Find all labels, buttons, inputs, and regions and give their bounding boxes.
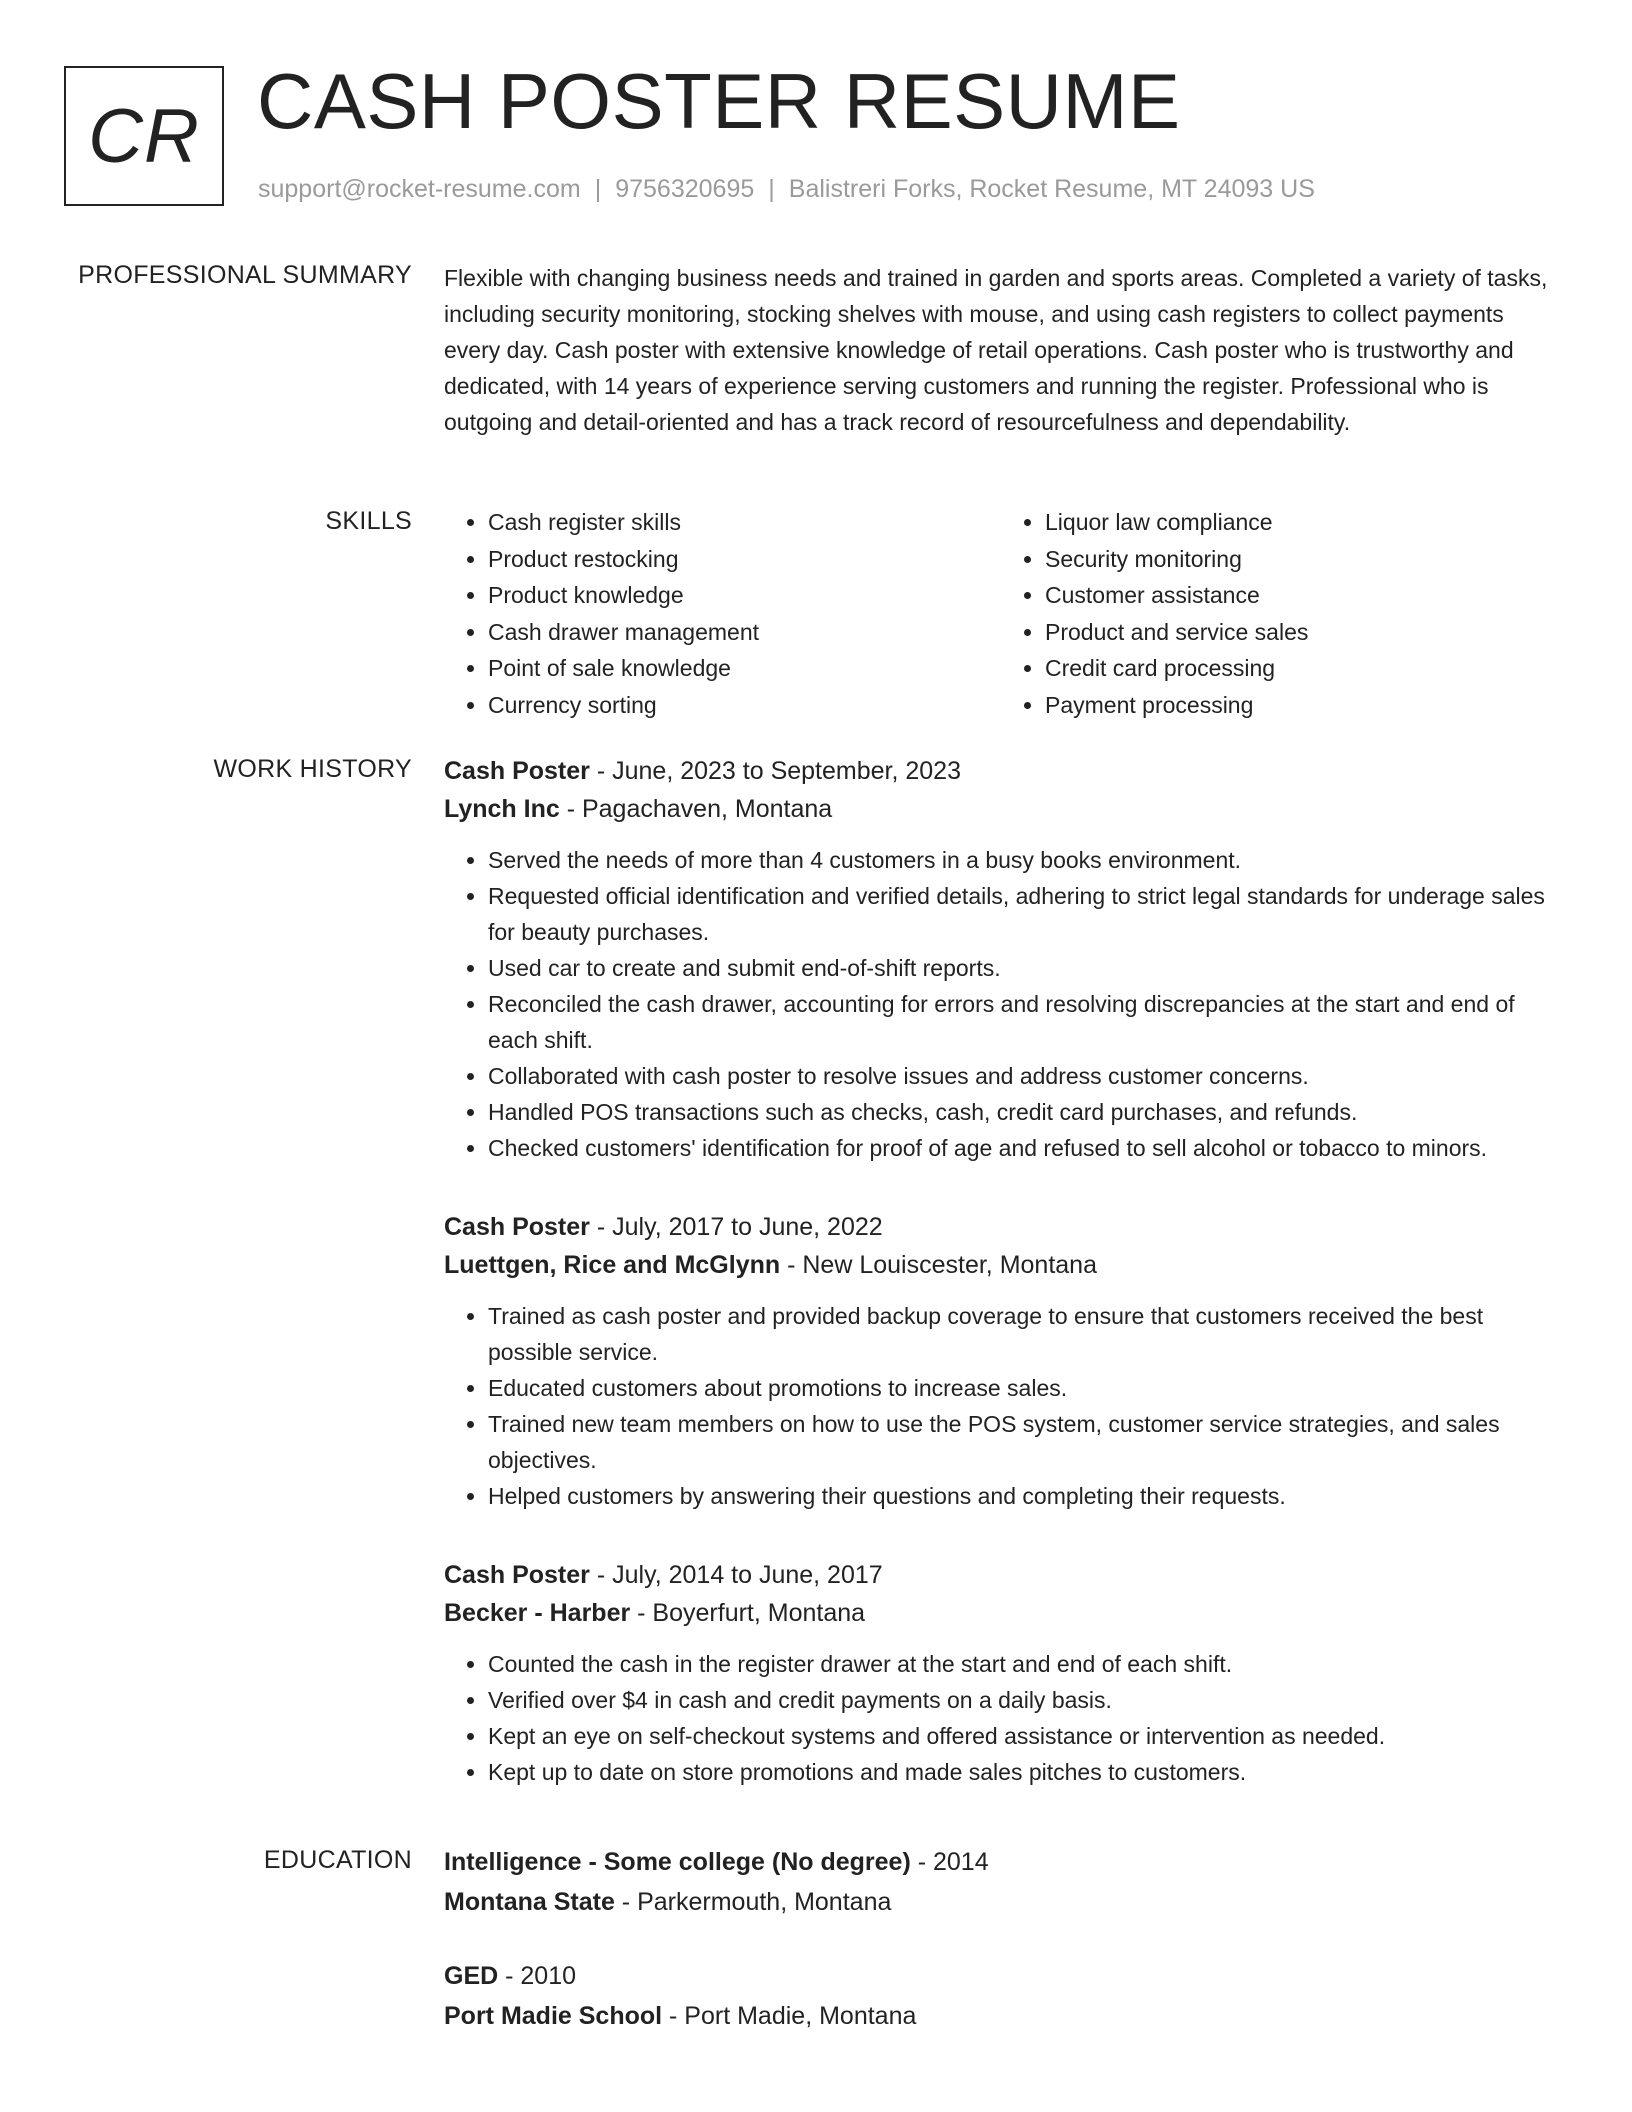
section-heading: WORK HISTORY (213, 755, 412, 783)
section-heading: SKILLS (325, 507, 412, 535)
work-history-body (444, 752, 1558, 1832)
summary-body (444, 260, 1558, 440)
job-entry (444, 1556, 1558, 1790)
job-bullet: • Requested official identification and verified details, adhering to strict legal standards for underage sales for beauty purchases. (488, 878, 1558, 950)
job-dates: - July, 2014 to June, 2017 (589, 1561, 883, 1589)
skill-item: • Security monitoring (1045, 541, 1558, 578)
job-location: - New Louiscester, Montana (780, 1251, 1097, 1279)
job-bullet: • Trained as cash poster and provided backup coverage to ensure that customers received the best possible service. (488, 1298, 1558, 1370)
job-bullet: • Checked customers' identification for proof of age and refused to sell alcohol or tobacco to minors. (488, 1130, 1558, 1166)
job-bullet: • Handled POS transactions such as checks, cash, credit card purchases, and refunds. (488, 1094, 1558, 1130)
job-company: Becker - Harber (444, 1599, 631, 1627)
job-bullet: • Collaborated with cash poster to resolve issues and address customer concerns. (488, 1058, 1558, 1094)
education-location: - Parkermouth, Montana (614, 1888, 892, 1916)
job-title-line (444, 1208, 1558, 1246)
job-title: Cash Poster (444, 1213, 590, 1241)
skill-item: • Product restocking (488, 541, 1001, 578)
job-bullet: • Kept an eye on self-checkout systems and offered assistance or intervention as needed. (488, 1718, 1558, 1754)
section-heading: EDUCATION (263, 1846, 412, 1874)
skill-item: • Payment processing (1045, 687, 1558, 724)
job-dates: - July, 2017 to June, 2022 (589, 1213, 883, 1241)
job-bullet: • Used car to create and submit end-of-shift reports. (488, 950, 1558, 986)
skills-body (444, 504, 1558, 723)
skills-list-left (444, 504, 1001, 723)
education-degree: Intelligence - Some college (No degree) (444, 1848, 911, 1876)
education-school-line (444, 1997, 1558, 2035)
skill-item: • Product knowledge (488, 577, 1001, 614)
education-location: - Port Madie, Montana (662, 2002, 917, 2030)
education-year: - 2010 (498, 1962, 577, 1990)
skill-item: • Currency sorting (488, 687, 1001, 724)
job-company: Luettgen, Rice and McGlynn (444, 1251, 781, 1279)
education-entry (444, 1957, 1558, 2035)
skill-item: • Credit card processing (1045, 650, 1558, 687)
skill-item: • Point of sale knowledge (488, 650, 1001, 687)
contact-email[interactable]: support@rocket-resume.com (258, 175, 581, 203)
job-title: Cash Poster (444, 1561, 590, 1589)
job-bullet: • Educated customers about promotions to increase sales. (488, 1370, 1558, 1406)
skill-item: • Cash register skills (488, 504, 1001, 541)
summary-text: Flexible with changing business needs and trained in garden and sports areas. Completed a variety of tasks, including security monitoring, stocking shelves with mouse, and using cash registers to collect payments every day. Cash poster with extensive knowledge of retail operations. Cash poster who is trustworthy and dedicated, with 14 years of experience serving customers and running the register. Professional who is outgoing and detail-oriented and has a track record of resourcefulness and dependability. (444, 265, 1548, 435)
education-school-line (444, 1883, 1558, 1921)
education-school: Montana State (444, 1888, 615, 1916)
job-bullet: • Trained new team members on how to use the POS system, customer service strategies, and sales objectives. (488, 1406, 1558, 1478)
job-bullet: • Kept up to date on store promotions and made sales pitches to customers. (488, 1754, 1558, 1790)
education-body (444, 1843, 1558, 2071)
education-entry (444, 1843, 1558, 1921)
section-heading: PROFESSIONAL SUMMARY (78, 261, 412, 289)
skill-item: • Liquor law compliance (1045, 504, 1558, 541)
job-entry (444, 752, 1558, 1166)
contact-line (258, 173, 1315, 205)
job-bullet: • Verified over $4 in cash and credit payments on a daily basis. (488, 1682, 1558, 1718)
job-title-line (444, 1556, 1558, 1594)
education-year: - 2014 (910, 1848, 989, 1876)
job-company-line (444, 790, 1558, 828)
skill-item: • Customer assistance (1045, 577, 1558, 614)
education-degree: GED (444, 1962, 499, 1990)
education-degree-line (444, 1843, 1558, 1881)
skill-item: • Product and service sales (1045, 614, 1558, 651)
job-company-line (444, 1246, 1558, 1284)
job-bullets (444, 842, 1558, 1166)
job-bullet: • Counted the cash in the register drawer at the start and end of each shift. (488, 1646, 1558, 1682)
job-bullets (444, 1298, 1558, 1514)
job-company: Lynch Inc (444, 795, 560, 823)
job-title: Cash Poster (444, 757, 590, 785)
education-school: Port Madie School (444, 2002, 663, 2030)
contact-separator: | (594, 175, 602, 203)
resume-title: CASH POSTER RESUME (257, 57, 1181, 145)
contact-separator: | (768, 175, 775, 203)
job-location: - Pagachaven, Montana (559, 795, 833, 823)
job-bullet: • Reconciled the cash drawer, accounting for errors and resolving discrepancies at the start and end of each shift. (488, 986, 1558, 1058)
job-title-line (444, 752, 1558, 790)
monogram-logo (64, 66, 224, 206)
contact-phone[interactable]: 9756320695 (615, 175, 755, 203)
job-company-line (444, 1594, 1558, 1632)
skills-list-right (1001, 504, 1558, 723)
contact-address: Balistreri Forks, Rocket Resume, MT 24093 US (788, 175, 1315, 203)
job-bullet: • Served the needs of more than 4 customers in a busy books environment. (488, 842, 1558, 878)
monogram-text: CR (88, 93, 200, 179)
skill-item: • Cash drawer management (488, 614, 1001, 651)
job-dates: - June, 2023 to September, 2023 (589, 757, 961, 785)
job-location: - Boyerfurt, Montana (630, 1599, 866, 1627)
job-bullets (444, 1646, 1558, 1790)
job-bullet: • Helped customers by answering their questions and completing their requests. (488, 1478, 1558, 1514)
job-entry (444, 1208, 1558, 1514)
education-degree-line (444, 1957, 1558, 1995)
